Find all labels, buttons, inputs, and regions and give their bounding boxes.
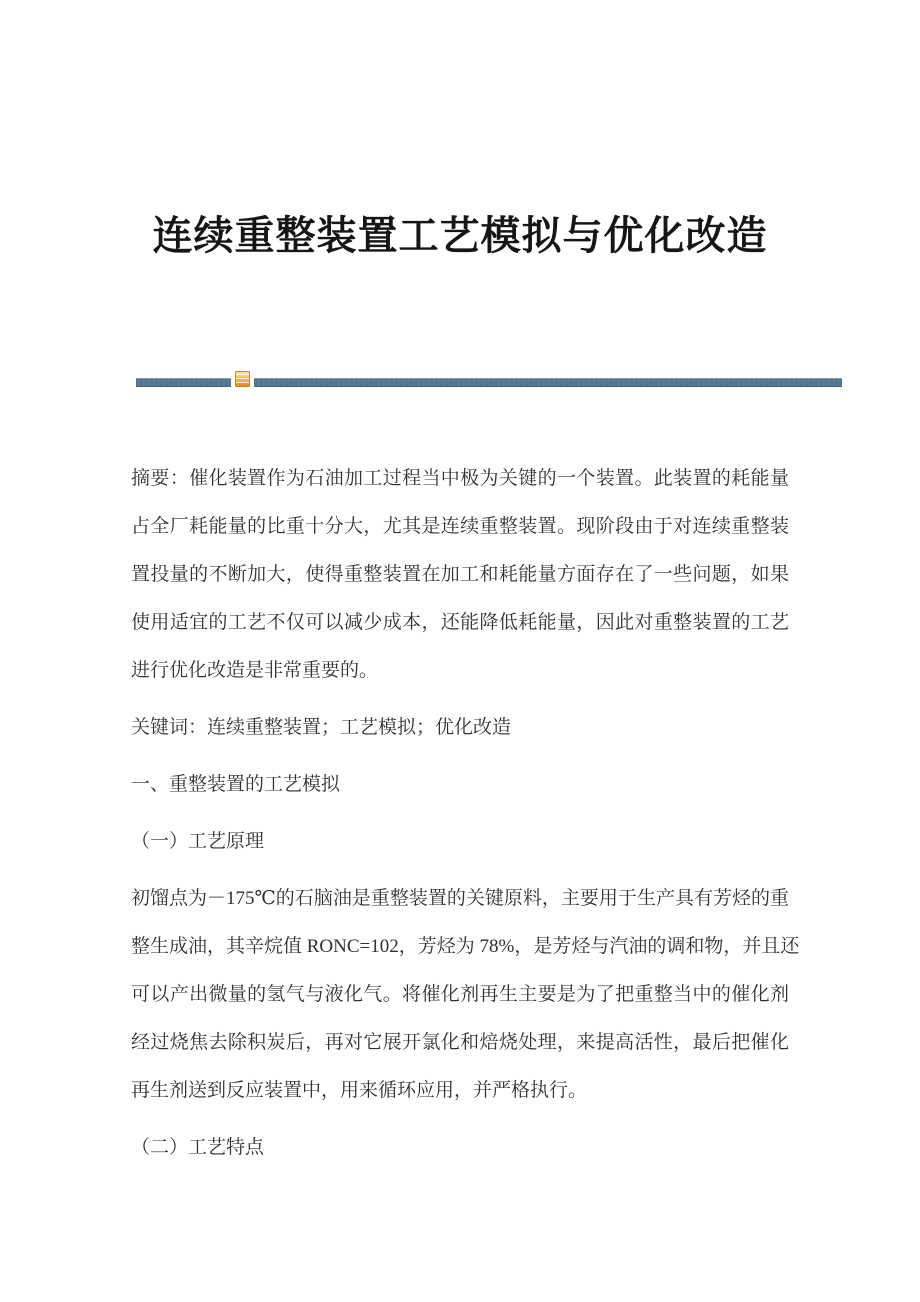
principle-line: 可以产出微量的氢气与液化气。将催化剂再生主要是为了把重整当中的催化剂 (131, 984, 789, 1005)
document-title: 连续重整装置工艺模拟与优化改造 (152, 213, 768, 258)
abstract-paragraph (131, 455, 789, 695)
sub-heading-2 (131, 1124, 789, 1172)
abstract-line: 占全厂耗能量的比重十分大，尤其是连续重整装置。现阶段由于对连续重整装 (131, 516, 789, 537)
abstract-line: 摘要：催化装置作为石油加工过程当中极为关键的一个装置。此装置的耗能量 (131, 468, 789, 489)
principle-line: 经过烧焦去除积炭后，再对它展开氯化和焙烧处理，来提高活性，最后把催化 (131, 1032, 789, 1053)
section-heading-text: 一、重整装置的工艺模拟 (131, 774, 341, 795)
sub-heading-1 (131, 818, 789, 866)
principle-line: 整生成油，其辛烷值 RONC=102，芳烃为 78%，是芳烃与汽油的调和物，并且还 (131, 936, 800, 957)
abstract-line: 置投量的不断加大，使得重整装置在加工和耗能量方面存在了一些问题，如果 (131, 564, 789, 585)
sub-heading-2-text: （二）工艺特点 (131, 1137, 265, 1158)
abstract-line: 使用适宜的工艺不仅可以减少成本，还能降低耗能量，因此对重整装置的工艺 (131, 612, 789, 633)
gold-marker-icon (235, 371, 250, 387)
principle-line: 初馏点为－175℃的石脑油是重整装置的关键原料，主要用于生产具有芳烃的重 (131, 888, 789, 909)
keywords-line: 关键词：连续重整装置；工艺模拟；优化改造 (131, 717, 512, 738)
keywords-paragraph (131, 704, 789, 752)
sub-heading-1-text: （一）工艺原理 (131, 831, 265, 852)
principle-line: 再生剂送到反应装置中，用来循环应用，并严格执行。 (131, 1080, 588, 1101)
divider-bar (136, 378, 842, 387)
section-heading (131, 761, 789, 809)
principle-paragraph (131, 875, 800, 1115)
abstract-line: 进行优化改造是非常重要的。 (131, 660, 379, 681)
document-body (131, 455, 800, 1181)
